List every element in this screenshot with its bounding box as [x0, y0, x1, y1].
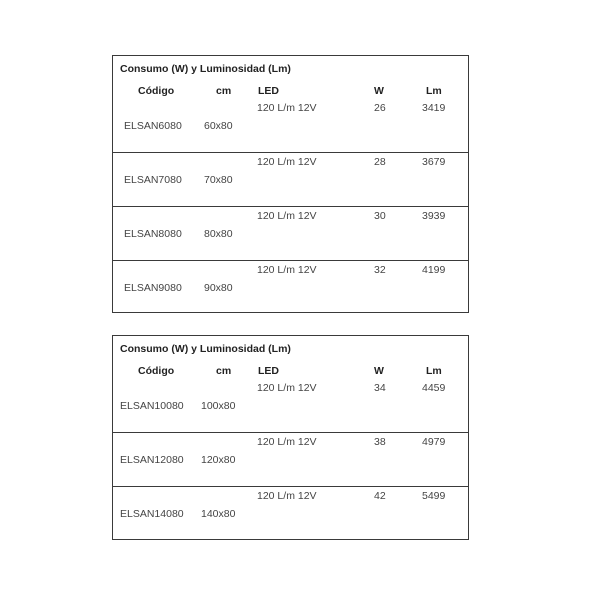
table-row	[113, 487, 468, 539]
lumen-cell: 4979	[422, 436, 446, 448]
led-cell: 120 L/m 12V	[257, 210, 317, 222]
table-title: Consumo (W) y Luminosidad (Lm)	[120, 343, 291, 355]
led-cell: 120 L/m 12V	[257, 102, 317, 114]
header-lm: Lm	[426, 85, 442, 97]
spec-table-1	[112, 55, 469, 313]
code-cell: ELSAN7080	[124, 174, 182, 186]
lumen-cell: 4199	[422, 264, 446, 276]
watt-cell: 32	[374, 264, 386, 276]
header-code: Código	[138, 85, 175, 97]
code-cell: ELSAN6080	[124, 120, 182, 132]
watt-cell: 34	[374, 382, 386, 394]
watt-cell: 42	[374, 490, 386, 502]
code-cell: ELSAN9080	[124, 282, 182, 294]
table-title: Consumo (W) y Luminosidad (Lm)	[120, 63, 291, 75]
led-cell: 120 L/m 12V	[257, 264, 317, 276]
code-cell: ELSAN10080	[120, 400, 184, 412]
size-cell: 120x80	[201, 454, 236, 466]
table-row	[113, 100, 468, 153]
led-cell: 120 L/m 12V	[257, 382, 317, 394]
table-row	[113, 153, 468, 207]
table-row	[113, 433, 468, 487]
led-cell: 120 L/m 12V	[257, 490, 317, 502]
header-w: W	[374, 85, 384, 97]
watt-cell: 26	[374, 102, 386, 114]
spec-table-2	[112, 335, 469, 540]
watt-cell: 38	[374, 436, 386, 448]
table-row	[113, 261, 468, 312]
size-cell: 70x80	[204, 174, 233, 186]
header-led: LED	[258, 85, 279, 97]
header-w: W	[374, 365, 384, 377]
watt-cell: 28	[374, 156, 386, 168]
code-cell: ELSAN12080	[120, 454, 184, 466]
lumen-cell: 3419	[422, 102, 446, 114]
size-cell: 90x80	[204, 282, 233, 294]
size-cell: 100x80	[201, 400, 236, 412]
led-cell: 120 L/m 12V	[257, 156, 317, 168]
led-cell: 120 L/m 12V	[257, 436, 317, 448]
lumen-cell: 3679	[422, 156, 446, 168]
size-cell: 140x80	[201, 508, 236, 520]
watt-cell: 30	[374, 210, 386, 222]
header-code: Código	[138, 365, 175, 377]
table-row	[113, 207, 468, 261]
size-cell: 80x80	[204, 228, 233, 240]
header-led: LED	[258, 365, 279, 377]
code-cell: ELSAN8080	[124, 228, 182, 240]
lumen-cell: 4459	[422, 382, 446, 394]
header-cm: cm	[216, 365, 232, 377]
table-row	[113, 380, 468, 433]
lumen-cell: 3939	[422, 210, 446, 222]
header-lm: Lm	[426, 365, 442, 377]
code-cell: ELSAN14080	[120, 508, 184, 520]
lumen-cell: 5499	[422, 490, 446, 502]
header-cm: cm	[216, 85, 232, 97]
size-cell: 60x80	[204, 120, 233, 132]
